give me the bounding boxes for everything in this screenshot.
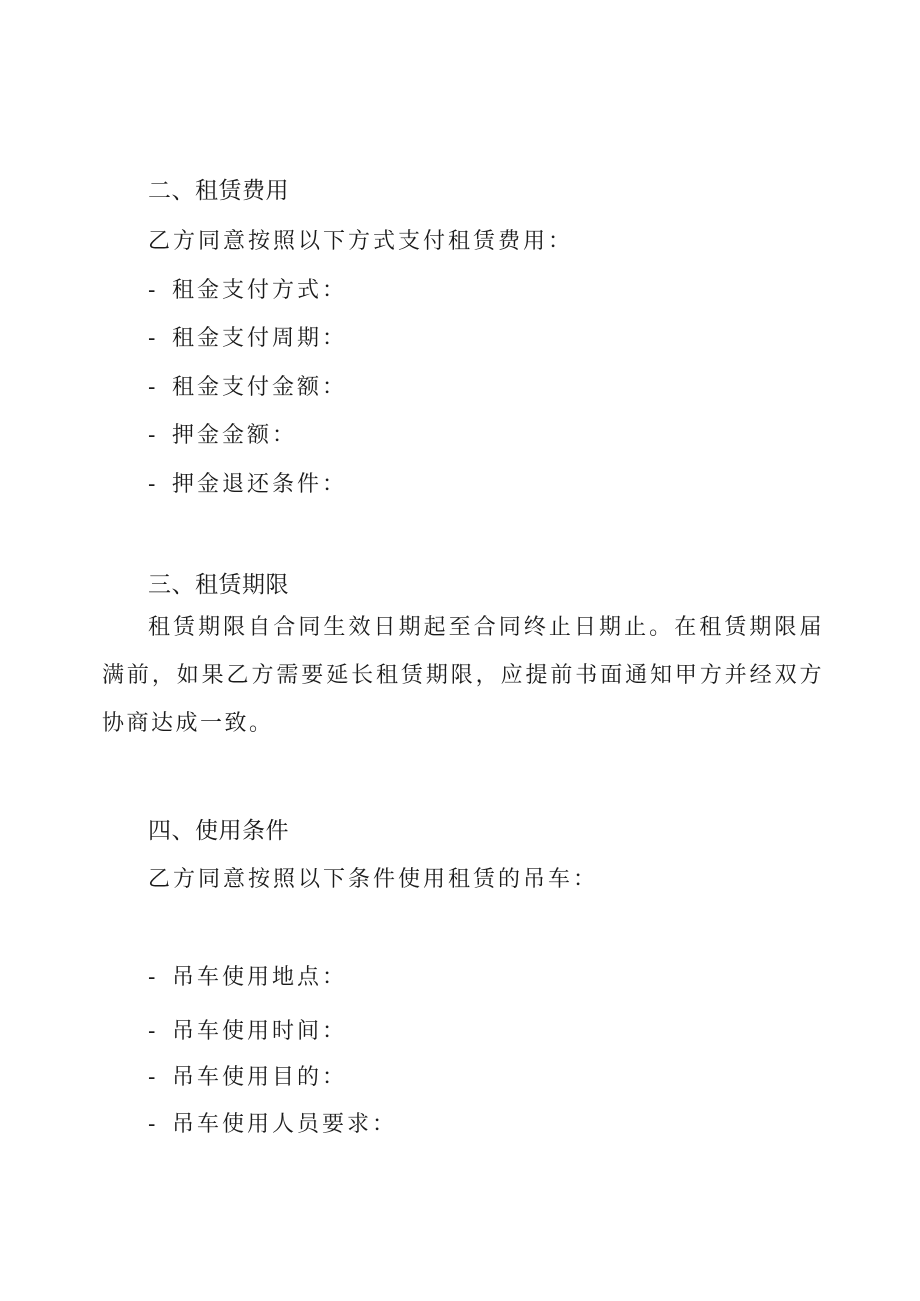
list-item	[148, 1014, 347, 1045]
fees-intro: 乙方同意按照以下方式支付租赁费用：	[148, 229, 574, 254]
list-item-label: 吊车使用目的：	[172, 1065, 348, 1090]
list-marker: -	[148, 423, 159, 448]
list-marker: -	[148, 278, 159, 303]
list-item-label: 租金支付金额：	[172, 375, 348, 400]
list-item	[148, 960, 347, 991]
list-item	[148, 1107, 397, 1138]
list-item	[148, 418, 297, 449]
list-item	[148, 321, 347, 352]
list-item	[148, 273, 347, 304]
list-item-label: 押金退还条件：	[172, 472, 348, 497]
list-item-label: 吊车使用地点：	[172, 965, 348, 990]
usage-intro: 乙方同意按照以下条件使用租赁的吊车：	[148, 867, 599, 892]
section-heading-term: 三、租赁期限	[148, 572, 289, 598]
list-marker: -	[148, 965, 159, 990]
list-item-label: 租金支付周期：	[172, 326, 348, 351]
list-marker: -	[148, 1019, 159, 1044]
list-marker: -	[148, 375, 159, 400]
section-heading-fees: 二、租赁费用	[148, 178, 289, 204]
list-item-label: 吊车使用人员要求：	[172, 1112, 398, 1137]
list-item	[148, 467, 347, 498]
list-item	[148, 1060, 347, 1091]
list-marker: -	[148, 1112, 159, 1137]
section-heading-usage: 四、使用条件	[148, 818, 289, 844]
list-item	[148, 370, 347, 401]
list-item-label: 押金金额：	[172, 423, 298, 448]
list-marker: -	[148, 326, 159, 351]
list-item-label: 租金支付方式：	[172, 278, 348, 303]
list-marker: -	[148, 472, 159, 497]
term-paragraph: 租赁期限自合同生效日期起至合同终止日期止。在租赁期限届满前，如果乙方需要延长租赁期限，应提前书面通知甲方并经双方协商达成一致。	[102, 615, 824, 736]
list-marker: -	[148, 1065, 159, 1090]
list-item-label: 吊车使用时间：	[172, 1019, 348, 1044]
